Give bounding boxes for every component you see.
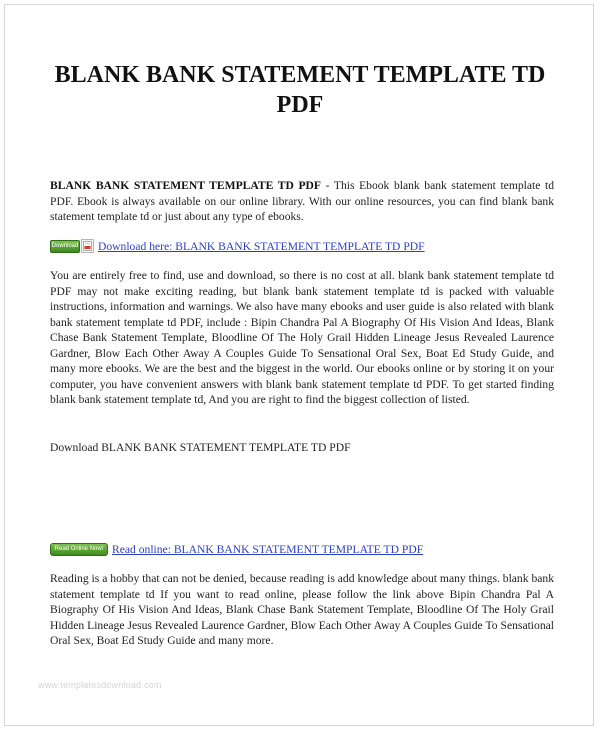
download-badge-button[interactable]: Download — [50, 240, 80, 253]
download-here-link[interactable]: Download here: BLANK BANK STATEMENT TEMPLATE TD PDF — [98, 239, 425, 253]
pdf-file-icon-glyph — [83, 241, 92, 251]
read-online-link[interactable]: Read online: BLANK BANK STATEMENT TEMPLATE TD PDF — [112, 542, 424, 556]
body-paragraph-2: Reading is a hobby that can not be denied, because reading is add knowledge about many things. blank bank statement template td If you want to read online, please follow the link above Bipin Chandra Pal A Biography Of His Vision And Ideas, Blank Chase Bank Statement Template, Bloodline Of The Holy Grail Hidden Lineage Jesus Revealed Laurence Gardner, Blow Each Other Away A Couples Guide To Sensational Oral Sex, Boat Ed Study Guide and many more. — [50, 572, 554, 647]
document-title: BLANK BANK STATEMENT TEMPLATE TD PDF — [54, 62, 546, 118]
download-link-row — [50, 238, 425, 254]
pdf-file-icon[interactable] — [81, 239, 94, 253]
intro-bold-lead: BLANK BANK STATEMENT TEMPLATE TD PDF — [50, 179, 322, 192]
download-heading-line: Download BLANK BANK STATEMENT TEMPLATE TD PDF — [50, 441, 351, 454]
body-paragraph-1: You are entirely free to find, use and download, so there is no cost at all. blank bank statement template td PDF may not make exciting reading, but blank bank statement template td is packed with valuable instructions, information and warnings. We also have many ebooks and user guide is also related with blank bank statement template td PDF, include : Bipin Chandra Pal A Biography Of His Vision And Ideas, Blank Chase Bank Statement Template, Bloodline Of The Holy Grail Hidden Lineage Jesus Revealed Laurence Gardner, Blow Each Other Away A Couples Guide To Sensational Oral Sex, Boat Ed Study Guide, and many more ebooks. We are the best and the biggest in the world. Our ebooks online or by storing it on your computer, you have convenient answers with blank bank statement template td PDF. To get started finding blank bank statement template td, And you are right to find the biggest collection of listed. — [50, 269, 554, 406]
read-online-badge-button[interactable]: Read Online Now! — [50, 543, 108, 556]
intro-text: - This Ebook blank bank statement template td PDF. Ebook is always available on our online library. With our online resources, you can find blank bank statement template td or just about any type of ebooks. — [50, 179, 554, 223]
read-online-link-row — [50, 541, 423, 557]
watermark-text: www.templatesdownload.com — [38, 680, 162, 690]
intro-paragraph — [50, 178, 554, 225]
